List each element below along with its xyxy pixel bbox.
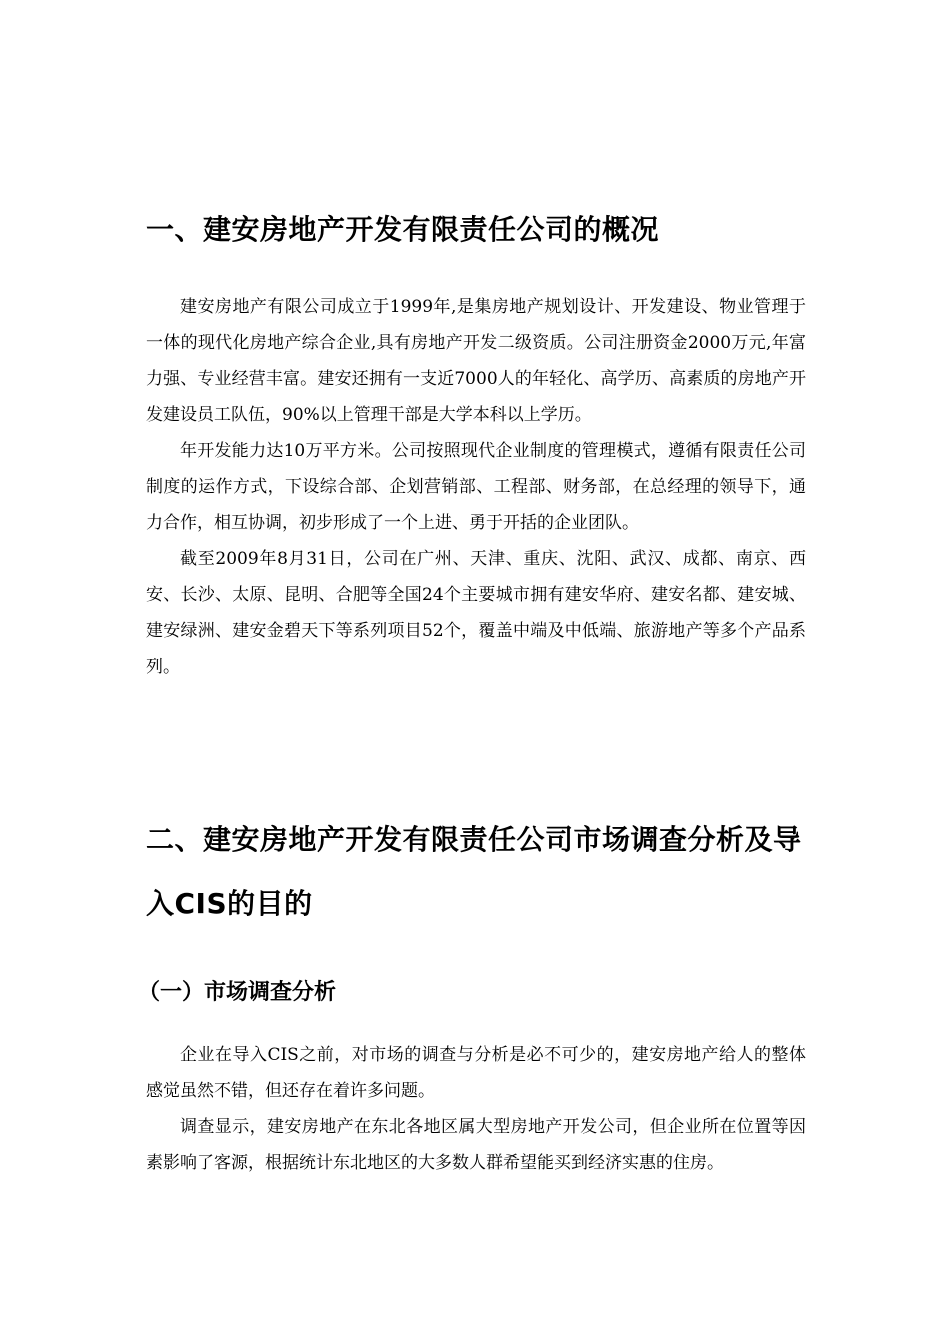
paragraph: 截至2009年8月31日，公司在广州、天津、重庆、沈阳、武汉、成都、南京、西安、长沙、太原、昆明、合肥等全国24个主要城市拥有建安华府、建安名都、建安城、建安绿洲、建安金碧天下等系列项目52个，覆盖中端及中低端、旅游地产等多个产品系列。 bbox=[146, 549, 806, 677]
paragraph: 年开发能力达10万平方米。公司按照现代企业制度的管理模式，遵循有限责任公司制度的运作方式，下设综合部、企划营销部、工程部、财务部，在总经理的领导下，通力合作，相互协调，初步形成了一个上进、勇于开括的企业团队。 bbox=[146, 441, 806, 533]
paragraph: 建安房地产有限公司成立于1999年,是集房地产规划设计、开发建设、物业管理于一体的现代化房地产综合企业,具有房地产开发二级资质。公司注册资金2000万元,年富力强、专业经营丰富。建安还拥有一支近7000人的年轻化、高学历、高素质的房地产开发建设员工队伍，90%以上管理干部是大学本科以上学历。 bbox=[146, 297, 806, 425]
section-1-heading: 一、建安房地产开发有限责任公司的概况 bbox=[146, 213, 660, 246]
subsection-1-heading: （一）市场调查分析 bbox=[138, 980, 337, 1005]
section-2-heading: 二、建安房地产开发有限责任公司市场调查分析及导入CIS的目的 bbox=[146, 823, 802, 920]
section-1-body bbox=[146, 289, 806, 685]
subsection-1-body bbox=[146, 1037, 806, 1181]
paragraph: 企业在导入CIS之前，对市场的调查与分析是必不可少的，建安房地产给人的整体感觉虽然不错，但还存在着许多问题。 bbox=[146, 1045, 806, 1101]
paragraph: 调查显示，建安房地产在东北各地区属大型房地产开发公司，但企业所在位置等因素影响了客源，根据统计东北地区的大多数人群希望能买到经济实惠的住房。 bbox=[146, 1117, 806, 1173]
